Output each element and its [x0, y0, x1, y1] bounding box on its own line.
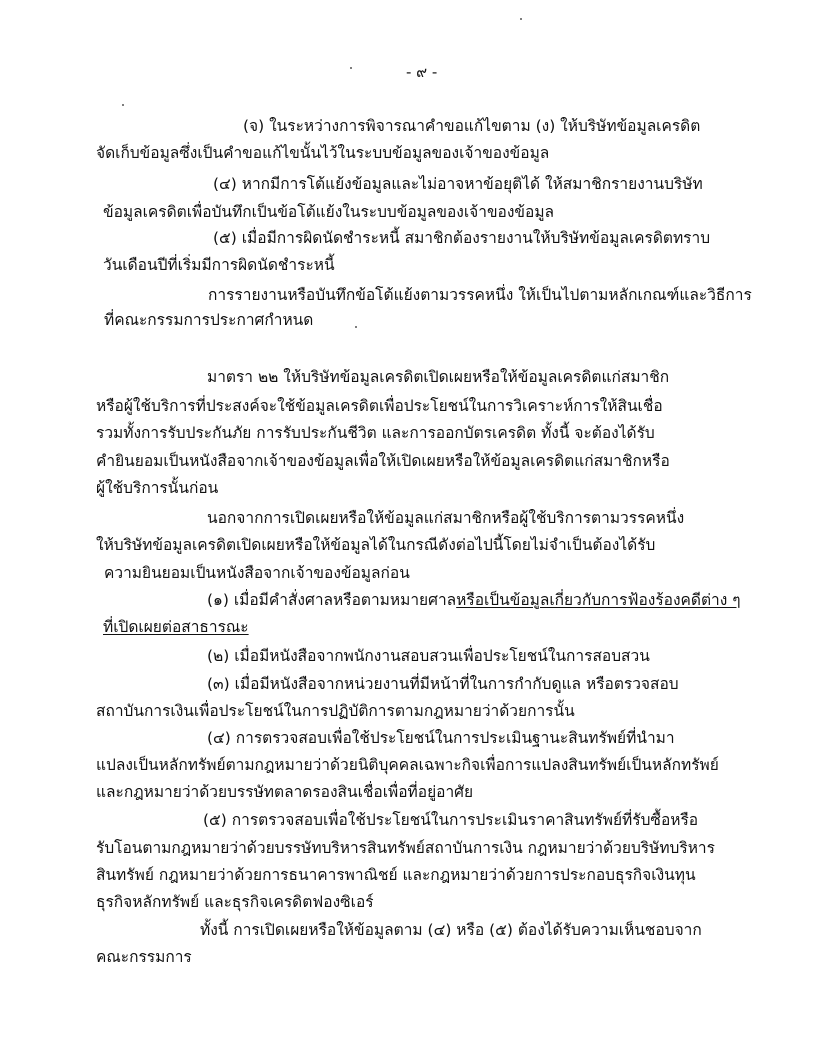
- page-number: - ๙ -: [406, 63, 438, 81]
- paragraph-line: รวมทั้งการรับประกันภัย การรับประกันชีวิต และการออกบัตรเครดิต ทั้งนี้ จะต้องได้รับ: [96, 424, 655, 442]
- paragraph-line: (จ) ในระหว่างการพิจารณาคำขอแก้ไขตาม (ง) ให้บริษัทข้อมูลเครดิต: [243, 117, 701, 135]
- paragraph-line: การรายงานหรือบันทึกข้อโต้แย้งตามวรรคหนึ่ง ให้เป็นไปตามหลักเกณฑ์และวิธีการ: [208, 286, 752, 304]
- scan-speck: [122, 104, 124, 106]
- paragraph-line: ที่คณะกรรมการประกาศกำหนด: [104, 311, 314, 329]
- section-heading-line: มาตรา ๒๒ ให้บริษัทข้อมูลเครดิตเปิดเผยหรือให้ข้อมูลเครดิตแก่สมาชิก: [207, 368, 670, 386]
- list-item-3: (๓) เมื่อมีหนังสือจากหน่วยงานที่มีหน้าที่ในการกำกับดูแล หรือตรวจสอบ: [207, 675, 679, 693]
- list-item-2: (๒) เมื่อมีหนังสือจากพนักงานสอบสวนเพื่อประโยชน์ในการสอบสวน: [207, 647, 650, 665]
- closing-line: ทั้งนี้ การเปิดเผยหรือให้ข้อมูลตาม (๔) หรือ (๕) ต้องได้รับความเห็นชอบจาก: [200, 921, 702, 939]
- paragraph-line: สถาบันการเงินเพื่อประโยชน์ในการปฏิบัติการตามกฎหมายว่าด้วยการนั้น: [96, 702, 575, 720]
- paragraph-line: ให้บริษัทข้อมูลเครดิตเปิดเผยหรือให้ข้อมูลได้ในกรณีดังต่อไปนี้โดยไม่จำเป็นต้องได้รับ: [96, 536, 656, 554]
- paragraph-line: จัดเก็บข้อมูลซึ่งเป็นคำขอแก้ไขนั้นไว้ในระบบข้อมูลของเจ้าของข้อมูล: [96, 144, 550, 162]
- paragraph-line: หรือผู้ใช้บริการที่ประสงค์จะใช้ข้อมูลเครดิตเพื่อประโยชน์ในการวิเคราะห์การให้สินเชื่อ: [96, 397, 663, 415]
- scan-speck: [355, 326, 357, 328]
- paragraph-line: (๕) เมื่อมีการผิดนัดชำระหนี้ สมาชิกต้องรายงานให้บริษัทข้อมูลเครดิตทราบ: [213, 229, 711, 247]
- paragraph-line: คณะกรรมการ: [96, 948, 192, 966]
- list-item-text: (๑) เมื่อมีคำสั่งศาลหรือตามหมายศาล: [207, 591, 457, 609]
- paragraph-line: สินทรัพย์ กฎหมายว่าด้วยการธนาคารพาณิชย์ และกฎหมายว่าด้วยการประกอบธุรกิจเงินทุน: [96, 866, 696, 884]
- paragraph-line: คำยินยอมเป็นหนังสือจากเจ้าของข้อมูลเพื่อให้เปิดเผยหรือให้ข้อมูลเครดิตแก่สมาชิกหรือ: [96, 452, 670, 470]
- paragraph-line: ธุรกิจหลักทรัพย์ และธุรกิจเครดิตฟองซิเอร์: [96, 893, 374, 911]
- scan-speck: [520, 18, 522, 20]
- paragraph-line: แปลงเป็นหลักทรัพย์ตามกฎหมายว่าด้วยนิติบุคคลเฉพาะกิจเพื่อการแปลงสินทรัพย์เป็นหลักทรัพย์: [96, 756, 719, 774]
- list-item-4: (๔) การตรวจสอบเพื่อใช้ประโยชน์ในการประเมินฐานะสินทรัพย์ที่นำมา: [207, 729, 675, 747]
- paragraph-line: และกฎหมายว่าด้วยบรรษัทตลาดรองสินเชื่อเพื่อที่อยู่อาศัย: [96, 783, 474, 801]
- paragraph-line: วันเดือนปีที่เริ่มมีการผิดนัดชำระหนี้: [103, 256, 335, 274]
- paragraph-line: ข้อมูลเครดิตเพื่อบันทึกเป็นข้อโต้แย้งในระบบข้อมูลของเจ้าของข้อมูล: [103, 203, 555, 221]
- paragraph-line: (๔) หากมีการโต้แย้งข้อมูลและไม่อาจหาข้อยุติได้ ให้สมาชิกรายงานบริษัท: [213, 175, 703, 193]
- paragraph-line: นอกจากการเปิดเผยหรือให้ข้อมูลแก่สมาชิกหรือผู้ใช้บริการตามวรรคหนึ่ง: [207, 509, 685, 527]
- underlined-text: หรือเป็นข้อมูลเกี่ยวกับการฟ้องร้องคดีต่าง ๆ: [456, 591, 741, 609]
- underlined-text: ที่เปิดเผยต่อสาธารณะ: [103, 618, 249, 636]
- paragraph-line: รับโอนตามกฎหมายว่าด้วยบรรษัทบริหารสินทรัพย์สถาบันการเงิน กฎหมายว่าด้วยบริษัทบริหาร: [96, 839, 715, 857]
- paragraph-line: ความยินยอมเป็นหนังสือจากเจ้าของข้อมูลก่อน: [104, 564, 410, 582]
- list-item-1: [207, 590, 741, 610]
- paragraph-line: ผู้ใช้บริการนั้นก่อน: [96, 479, 219, 497]
- scan-speck: [350, 67, 352, 69]
- list-item-5: (๕) การตรวจสอบเพื่อใช้ประโยชน์ในการประเมินราคาสินทรัพย์ที่รับซื้อหรือ: [203, 811, 699, 829]
